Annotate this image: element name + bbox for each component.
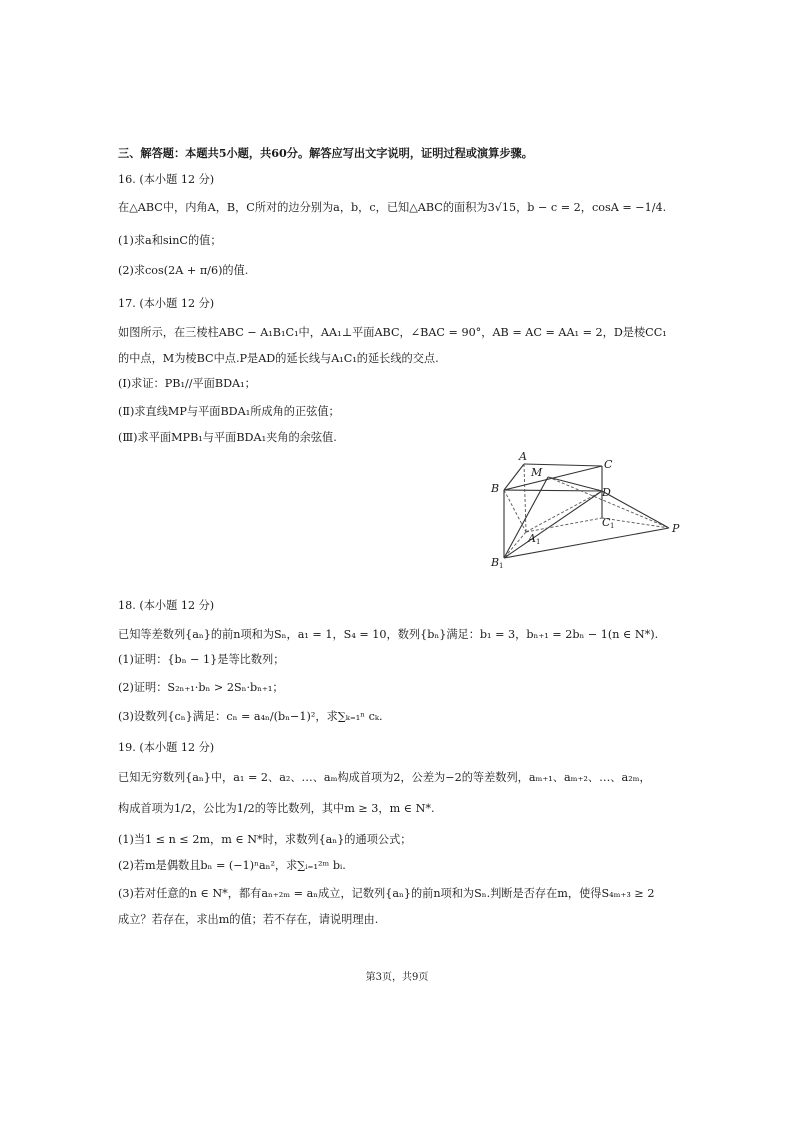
- label-p: P: [672, 522, 680, 535]
- label-c: C: [604, 458, 613, 471]
- problem-17-stem-line2: 的中点，M为棱BC中点.P是AD的延长线与A₁C₁的延长线的交点.: [118, 352, 439, 365]
- problem-19-header: 19. (本小题 12 分): [118, 741, 215, 754]
- problem-19-part-1: (1)当1 ≤ n ≤ 2m，m ∈ N*时，求数列{aₙ}的通项公式；: [118, 833, 412, 846]
- problem-17-part-2: (Ⅱ)求直线MP与平面BDA₁所成角的正弦值；: [118, 405, 340, 418]
- problem-19-part-2: (2)若m是偶数且bₙ = (−1)ⁿaₙ²，求∑ᵢ₌₁²ᵐ bᵢ.: [118, 859, 346, 872]
- problem-18-part-3: (3)设数列{cₙ}满足：cₙ = a₄ₙ/(bₙ−1)²，求∑ₖ₌₁ⁿ cₖ.: [118, 710, 383, 723]
- problem-18-header: 18. (本小题 12 分): [118, 599, 215, 612]
- label-c1-sub: 1: [610, 522, 615, 530]
- label-b1-sub: 1: [499, 562, 504, 570]
- prism-figure: [486, 446, 686, 571]
- problem-16-stem: 在△ABC中，内角A，B，C所对的边分别为a，b，c，已知△ABC的面积为3√15，b − c = 2，cosA = −1/4.: [118, 201, 667, 214]
- page-footer: 第3页，共9页: [365, 972, 429, 983]
- problem-19-stem-line1: 已知无穷数列{aₙ}中，a₁ = 2、a₂、…、aₘ构成首项为2，公差为−2的等差数列，aₘ₊₁、aₘ₊₂、…、a₂ₘ，: [118, 771, 651, 784]
- problem-17-part-1: (Ⅰ)求证：PB₁//平面BDA₁；: [118, 377, 256, 390]
- label-b1: B: [491, 556, 500, 569]
- problem-19-stem-line2: 构成首项为1/2，公比为1/2的等比数列，其中m ≥ 3，m ∈ N*.: [118, 802, 435, 815]
- problem-17-header: 17. (本小题 12 分): [118, 297, 215, 310]
- problem-19-part-3-line1: (3)若对任意的n ∈ N*，都有aₙ₊₂ₘ = aₙ成立，记数列{aₙ}的前n项和为Sₙ.判断是否存在m，使得S₄ₘ₊₃ ≥ 2: [118, 887, 655, 900]
- label-a: A: [519, 450, 527, 463]
- label-c1: C: [602, 516, 611, 529]
- problem-16-part-1: (1)求a和sinC的值；: [118, 234, 222, 247]
- problem-19-part-3-line2: 成立？若存在，求出m的值；若不存在，请说明理由.: [118, 913, 379, 926]
- problem-17-part-3: (Ⅲ)求平面MPB₁与平面BDA₁夹角的余弦值.: [118, 431, 337, 444]
- problem-17-stem-line1: 如图所示，在三棱柱ABC − A₁B₁C₁中，AA₁⊥平面ABC，∠BAC = 90°，AB = AC = AA₁ = 2，D是棱CC₁: [118, 326, 667, 339]
- label-m: M: [531, 466, 543, 479]
- label-b: B: [491, 482, 500, 495]
- problem-18-part-1: (1)证明：{bₙ − 1}是等比数列；: [118, 653, 285, 666]
- problem-16-header: 16. (本小题 12 分): [118, 173, 215, 186]
- label-a1: A: [528, 532, 536, 545]
- label-a1-sub: 1: [536, 538, 541, 546]
- problem-16-part-2: (2)求cos(2A + π/6)的值.: [118, 264, 249, 277]
- problem-18-part-2: (2)证明：S₂ₙ₊₁·bₙ > 2Sₙ·bₙ₊₁；: [118, 681, 284, 694]
- section-heading: 三、解答题：本题共5小题，共60分。解答应写出文字说明，证明过程或演算步骤。: [118, 146, 533, 160]
- label-d: D: [602, 486, 611, 499]
- problem-18-stem: 已知等差数列{aₙ}的前n项和为Sₙ，a₁ = 1，S₄ = 10，数列{bₙ}满足：b₁ = 3，bₙ₊₁ = 2bₙ − 1(n ∈ N*).: [118, 628, 659, 641]
